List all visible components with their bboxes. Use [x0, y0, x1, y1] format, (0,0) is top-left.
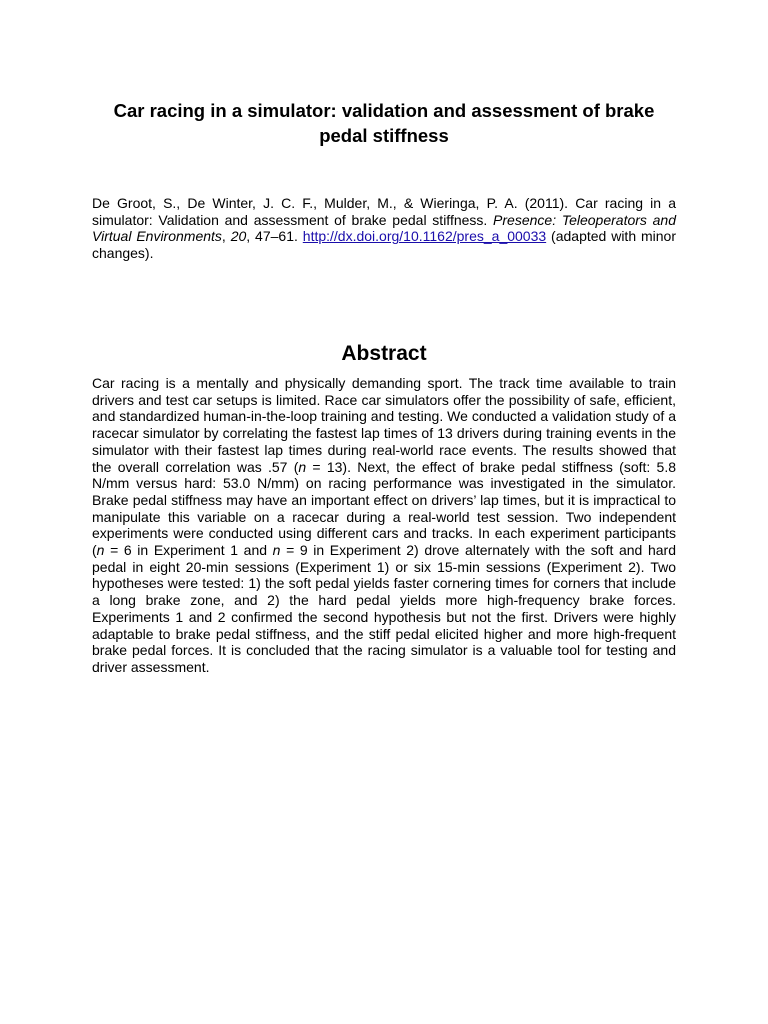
citation-volume: 20 [230, 228, 247, 245]
paper-title: Car racing in a simulator: validation and assessment of brake pedal stiffness [113, 100, 655, 146]
citation-authors: De Groot, S., De Winter, J. C. F., Mulder, M., & Wieringa, P. A. (2011). Car racing in a simulator: Validation and assessment of brake pedal stiffness. [92, 195, 676, 228]
n-symbol: n [298, 458, 307, 475]
citation-journal: Presence: Teleoperators and Virtual Environments [92, 211, 677, 245]
abstract-text [92, 375, 676, 676]
citation [92, 195, 676, 262]
abstract-heading: Abstract [341, 342, 427, 365]
citation-note: (adapted with minor changes). [92, 228, 676, 262]
citation-separator: , [221, 228, 231, 245]
abstract-part-2: = 13). Next, the effect of brake pedal stiffness (soft: 5.8 N/mm versus hard: 53.0 N/mm) on racing performance was investigated in the simulator. Brake pedal stiffness may have an important effect on drivers’ lap times, but it is impractical to manipulate this variable on a racecar during a real-world test session. Two independent experiments were conducted using different cars and tracks. In each experiment participants ( [92, 458, 676, 559]
abstract-part-3: = 6 in Experiment 1 and [104, 542, 273, 559]
n-symbol: n [96, 542, 105, 559]
citation-pages: , 47–61. [246, 228, 303, 245]
abstract-part-4: = 9 in Experiment 2) drove alternately with the soft and hard pedal in eight 20-min sessions (Experiment 1) or six 15-min sessions (Experiment 2). Two hypotheses were tested: 1) the soft pedal yields faster cornering times for corners that include a long brake zone, and 2) the hard pedal yields more high-frequency brake forces. Experiments 1 and 2 confirmed the second hypothesis but not the first. Drivers were highly adaptable to brake pedal stiffness, and the stiff pedal elicited higher and more high-frequent brake pedal forces. It is concluded that the racing simulator is a valuable tool for testing and driver assessment. [92, 542, 676, 675]
abstract-part-1: Car racing is a mentally and physically demanding sport. The track time available to train drivers and test car setups is limited. Race car simulators offer the possibility of safe, efficient, and standardized human-in-the-loop training and testing. We conducted a validation study of a racecar simulator by correlating the fastest lap times of 13 drivers during training events in the simulator with their fastest lap times during real-world race events. The results showed that the overall correlation was .57 ( [92, 375, 676, 475]
doi-link[interactable]: http://dx.doi.org/10.1162/pres_a_00033 [302, 228, 547, 245]
n-symbol: n [272, 542, 281, 559]
